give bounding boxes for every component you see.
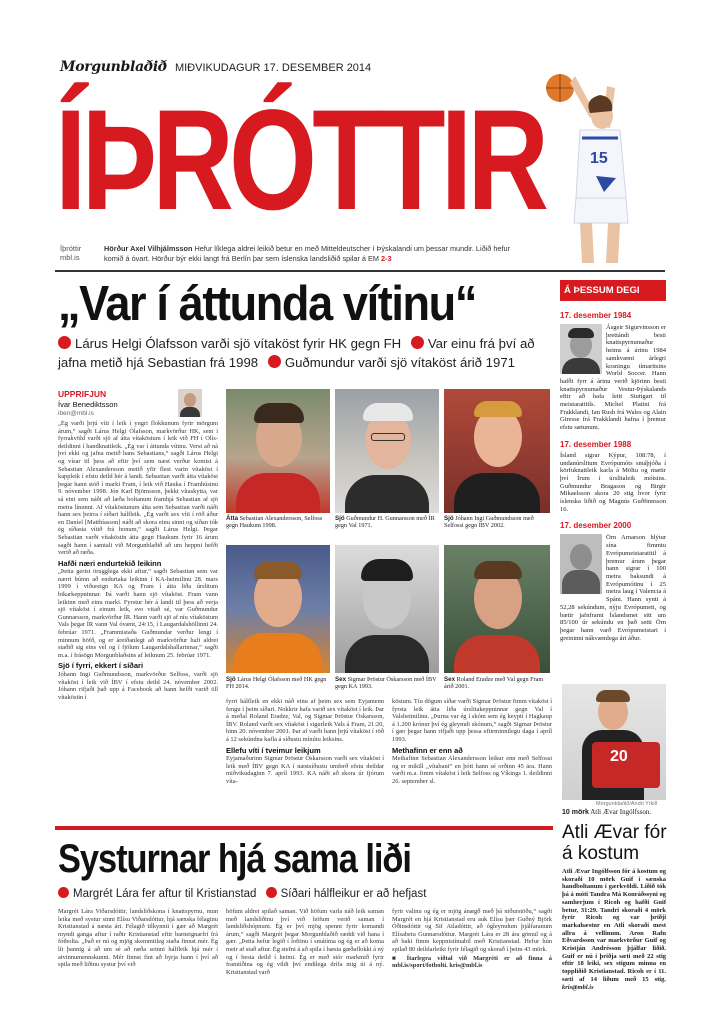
subheading: Hafði næri endurtekið leikinn (58, 558, 162, 568)
bottom-headline: Systurnar hjá sama liði (58, 837, 411, 881)
photo-roland (444, 545, 550, 673)
top-divider (55, 270, 665, 272)
bullet-icon (58, 887, 69, 898)
body-paragraph: fyrir valinu og ég er mjög ánægð með þá niðurstöðu,“ sagði Margrét en hjá Kristianstad eru auk Elísu þær Guðný Björk Óðinsdóttir og Sif Atladóttir, að ógleymdum þjálfaranum Elísabetu Gunnarsdóttur. Margrét Lára er 28 ára gömul og á að baki fimm keppnistímabil með Kristianstad. Hefur hún spilað 80 deildarleiki fyrir félagið og skorað í þeim 43 mörk. (392, 908, 552, 953)
atli-headline: Atli Ævar fór á kostum (562, 822, 667, 864)
sidebar-date: 17. desember 2000 (560, 521, 632, 531)
teaser (104, 244, 522, 263)
photo-caption: Sjö Guðmundur H. Gunnarsson með ÍR gegn Val 1971. (335, 515, 435, 530)
body-paragraph: köstum. Tíu dögum síðar varði Sigmar Þröstur fimm vítaköst í fyrsta leik átta liða úrslitakeppninnar gegn Val í Valsheimilinu. „Þurna var ég í skóm sem ég keypti í Hagkaup á 1.200 krónur því ég gleymdi skónum,“ sagði Sigmar Þröstur í gær þegar hann rifjaði upp þessa eftirminnilegu daga í apríl 1993. (392, 698, 552, 743)
bottom-deck (58, 886, 556, 902)
body-paragraph: „Ég varði þrjú víti í leik í yngri flokkunum fyrir mörgum árum,“ sagði Lárus Helgi Ólafsson, markvörður HK, sem í fyrrakvöld varði sjö af átta vítaköstum í leik við FH í Olís-deildinni í handknattleik. „Ég var í áttunda vítinu. Verst að ná því ekki og jafna metið hans Sebastians,“ sagði Lárus Helgi og vísar til þess að eftir því sem næst verður komist á Sebastian Alexandersson metið yfir flest varin vítaköst í kappleik í efstu deild hér á landi. Sebastian varði átta vítaköst þegar hann stóð í marki Fram, í leik við Hauka í Framhúsinu 9. nóvember 1998. Jón Karl Björnsson, þekkt vítaskytta, var sá eini sem náði að læða boltanum framhjá Sebastian af sjö metra línunni. Af vítaköstunum átta sem Sebastian varði náði hann sex þeirra í síðari hálfleik. „Ég varði sex víti í röð áður en Daníel [Matthíasson] náði að skora einu sinni og síðan tók ég síðasta vítið frá honum,“ sagði Lárus Helgi. Þegar Sebastian varði vítaköstin átta gegn Haukum fyrir 16 árum sagði hann í samtali við Morgunblaðið að um heppni hefði verið að ræða. (58, 420, 218, 557)
photo-sebastian (226, 389, 330, 513)
photo-sigmar (335, 545, 439, 673)
sidebar-text: Ásgeir Sigurvinsson er þrettándi besti knattspyrnumaður heims á árinu 1984 samkvæmt árlegri kosningu tímaritsins World Soccer. Hann hafði fyrr á árinu verið kjörinn besti knattspyrnumaður Vestur-Þýskalands eftir að hafa leitt Stuttgart til meistaratitils. Michel Platini frá Frakklandi, Ian Rush frá Wales og Alain Giresse frá Frakklandi hafna í þremur efstu sætunum. (560, 324, 666, 432)
web-link[interactable]: Íþróttir mbl.is (60, 244, 82, 262)
sidebar (560, 280, 666, 680)
teaser-pages[interactable]: 2-3 (381, 253, 392, 263)
photo-caption: Átta Sebastian Alexandersson, Selfoss gegn Haukum 1998. (226, 515, 323, 530)
sidebar-photo-orn (560, 534, 602, 594)
body-paragraph: Eyjamaðurinn Sigmar Þröstur Óskarsson varði sex vítaköst í leik með ÍBV gegn KA í næstsíðustu umferð efstu deildar miðvikudaginn 7. apríl 1993. KA náði að skora úr fjórum víta- (226, 755, 384, 785)
byline: Ívar Benediktsson (58, 400, 118, 409)
body-paragraph: Methafinn Sebastian Alexandersson leikur enn með Selfossi og er mikill „vítabani“ en þótt hann sé orðinn 45 ára. Hann varði m.a. fimm vítaköst í leik Selfoss og Víkings 1. deildinni 26. september sl. (392, 755, 552, 785)
body-paragraph: „Þetta gerist örugglega ekki aftur,“ sagði Sebastian sem var nærri búinn að endurtaka leikinn í KA-heimilinu 28. mars 1999 í viðureign KA og Fram í átta liða úrslitum bikarkeppninnar. Þá varði hann sjö vítaköst. Fram vann leikinn með einu marki. Fyrstur hér á landi til þess að verja sjö vítaköst í einum leik, svo vitað sé, var Guðmundur Gunnarsson, markvörður ÍR. Hann varði sjö af níu vítaköstum Vals þegar ÍR vann Val óvænt, 24:15, í Laugardalshöllinni 24. febrúar 1971. „Frammistaða Guðmundar verður lengi í minnum höfð, og er áreiðanlegt að markvörður hafi aldrei staðið sig eins vel og í fjölum Laugardalshallarinnar,“ sagði m.a. í frásögn Morgunblaðsins af leiknum 25. febrúar 1971. (58, 568, 218, 659)
atli-photo-caption: 10 mörk Atli Ævar Ingólfsson. (562, 808, 652, 816)
atli-photo: 20 (562, 684, 666, 800)
bullet-icon (266, 887, 277, 898)
sidebar-date: 17. desember 1988 (560, 439, 632, 449)
sidebar-title: Á ÞESSUM DEGI (560, 280, 666, 301)
body-paragraph: Atli Ævar Ingólfsson fór á kostum og skoraði 10 mörk Guif í sænska handboltanum í gærkvöldi. Liðið tók þá á móti Tandra Má Konráðssyni og samherjum í Ricoh og hafði Guif betur, 31:29. Tandri skoraði 4 mörk fyrir Ricoh og var þriðji markahæstur en Atli skoraði mest allra á vellinum. Aron Rafn Eðvardsson var markvörður Guif og Kristján Andrésson þjálfar liðið. Guif er nú í þriðja sæti með 22 stig eftir 18 leiki, sex stigum minna en toppliðið Kristianstad. Ricoh er í 11. sæti af 14 liðum með 15 stig. (562, 868, 666, 983)
atli-body (562, 868, 666, 1008)
body-paragraph: höfum aldrei spilað saman. Við höfum varla náð leik saman með landsliðinu því við höfum verið saman í landsliðshópnum. Ég er því mjög spennt fyrir komandi árum,“ sagði Margrét þegar Morgunblaðið ræddi við hana í gær. „Þetta hefur legið í loftinu í smátíma og ég er að koma meir af stað aftur. Ég stefni á að spila í hæsta gæðaflokki á ný og í besta deild í heimi. Ég er með stór markmið fyrir framtíðina og ég vildi því endilega drífa mig út á ný. Kristianstad varð (226, 908, 384, 976)
bottom-column-1 (58, 908, 218, 1020)
sidebar-text: Ísland sigrar Kýpur, 108:78, í undanúrslitum Evrópumóts smáþjóða í körfuknattleik karla á Möltu og mætir því Írum í úrslitaleik mótsins. Guðmundur Bragason og Birgir Mikaelsson skora 20 stig hvor fyrir íslenska liðið og Magnús Guðfinnsson 16. (560, 451, 666, 513)
subheading: Methafinn er enn að (392, 745, 463, 755)
bottom-divider (55, 826, 553, 830)
main-headline: „Var í áttunda vítinu“ (58, 277, 477, 331)
svg-text:15: 15 (590, 150, 608, 167)
sidebar-date: 17. desember 1984 (560, 311, 632, 320)
bottom-column-2 (226, 908, 384, 1020)
body-paragraph: Jóhann Ingi Guðmundsson, markvörður Selfoss, varði sjö vítaköst í leik við ÍBV í efstu deild 24. nóvember 2002. Jóhann rifjaði það upp á Facebook að hann hefði varið öll vítaköstin í (58, 671, 218, 701)
byline-photo (178, 389, 202, 417)
dateline: MIÐVIKUDAGUR 17. DESEMBER 2014 (174, 62, 372, 74)
bottom-column-3 (392, 908, 552, 1020)
subheading: Sjö í fyrri, ekkert í síðari (58, 661, 144, 671)
photo-gudmundur (335, 389, 439, 513)
main-column-2 (226, 698, 384, 816)
article-footer: ■ Ítarlegra viðtal við Margréti er að finna á mbl.is/sport/fotbolti. kris@mbl.is (392, 954, 552, 970)
byline-email[interactable]: iben@mbl.is (58, 410, 94, 417)
body-paragraph: fyrri hálfleik en ekki náð einu af þeim sex sem Eyjamenn fengu í þeim síðari. Nokkrir hafa varið sex vítaköst í leik. Þar á meðal Roland Eradze, Val, og Sigmar Þröstur Óskarsson, ÍBV. Roland varði sex vítaköst í sigurleik Vals á Fram, 21:20, hinn 20. nóvember 2001. Þar af varði hann þrjú vítaköst í röð á 12 sekúndna kafla á síðustu mínútu leiksins. (226, 698, 384, 743)
kicker: UPPRIFJUN (58, 389, 107, 399)
sidebar-text: Örn Arnarson hlýtur sína fimmtu Evrópumeistaratitil á þremur árum þegar hann sigrar í 100 metra baksundi á Evrópumótinu í 25 metra laug í Valencia á Spáni. Hann synti á 52,28 sekúndum, nýju Evrópumeti, og bætir jafnframt Íslandsmet sitt um 85/100 úr sekúndu en það setti Örn þegar hann varð Evrópumeistari í greininni nákvæmlega ári áður. (560, 534, 666, 642)
newspaper-logo: Morgunblaðið (60, 59, 167, 75)
main-deck (58, 334, 556, 372)
body-paragraph: Margrét Lára Viðarsdóttir, landsliðskona í knattspyrnu, mun leika með systur sinni Elísu Viðarsdóttur, hjá sænska félaginu Kristianstad á næsta ári. Félagið tilkynnti í gær að Margrét myndi ganga aftur í raðir Kristianstad eftir barneignarfrí frá fótbolta. „Það er nú og mjög skemmtileg staða finnst mér. Ég lít þannig á að um sé að ræða seinni hálfleik hjá mér í atvinnumennskunni. Mér finnst fínt að byrja hann í því að spila með liðinu systur því við (58, 908, 218, 969)
bullet-icon (411, 336, 424, 349)
deck-line: Síðari hálfleikur er að hefjast (280, 888, 427, 900)
photo-johann (444, 389, 550, 513)
photo-caption: Sex Roland Eradze með Val gegn Fram árið 2001. (444, 676, 544, 691)
subheading: Ellefu víti í tveimur leikjum (226, 745, 321, 755)
section-title: ÍÞRÓTTIR (55, 81, 545, 240)
main-column-3 (392, 698, 552, 816)
photo-caption: Sex Sigmar Þröstur Óskarsson með ÍBV gegn KA 1993. (335, 676, 437, 691)
sidebar-photo-asgeir (560, 324, 602, 374)
basketball-player-photo (520, 58, 670, 268)
bullet-icon (268, 355, 281, 368)
deck-line: Lárus Helgi Ólafsson varði sjö vítaköst fyrir HK gegn FH (75, 336, 402, 351)
photo-caption: Sjö Jóhann Ingi Guðmundsson með Selfossi gegn ÍBV 2002. (444, 515, 534, 530)
main-column-1 (58, 420, 218, 810)
bullet-icon (58, 336, 71, 349)
teaser-text: Hefur líklega aldrei leikið betur en með Mitteldeutscher í Þýskalandi um þessar mundir. Liðið hefur komið á óvart. Hörður býr ekki langt frá Berlín þar sem íslenska landsliðið spilar á EM (104, 244, 510, 263)
deck-line: Guðmundur varði sjö vítaköst árið 1971 (284, 355, 515, 370)
photo-credit: Morgunblaðið/Andri Yrkill (596, 801, 658, 807)
author-email[interactable]: kris@mbl.is (562, 983, 594, 991)
deck-line: Var einu frá því að jafna metið hjá Sebastian frá 1998 (58, 336, 535, 370)
photo-larus (226, 545, 330, 673)
photo-caption: Sjö Lárus Helgi Ólafsson með HK gegn FH 2014. (226, 676, 327, 691)
teaser-name: Hörður Axel Vilhjálmsson (104, 244, 193, 253)
deck-line: Margrét Lára fer aftur til Kristianstad (73, 888, 257, 900)
